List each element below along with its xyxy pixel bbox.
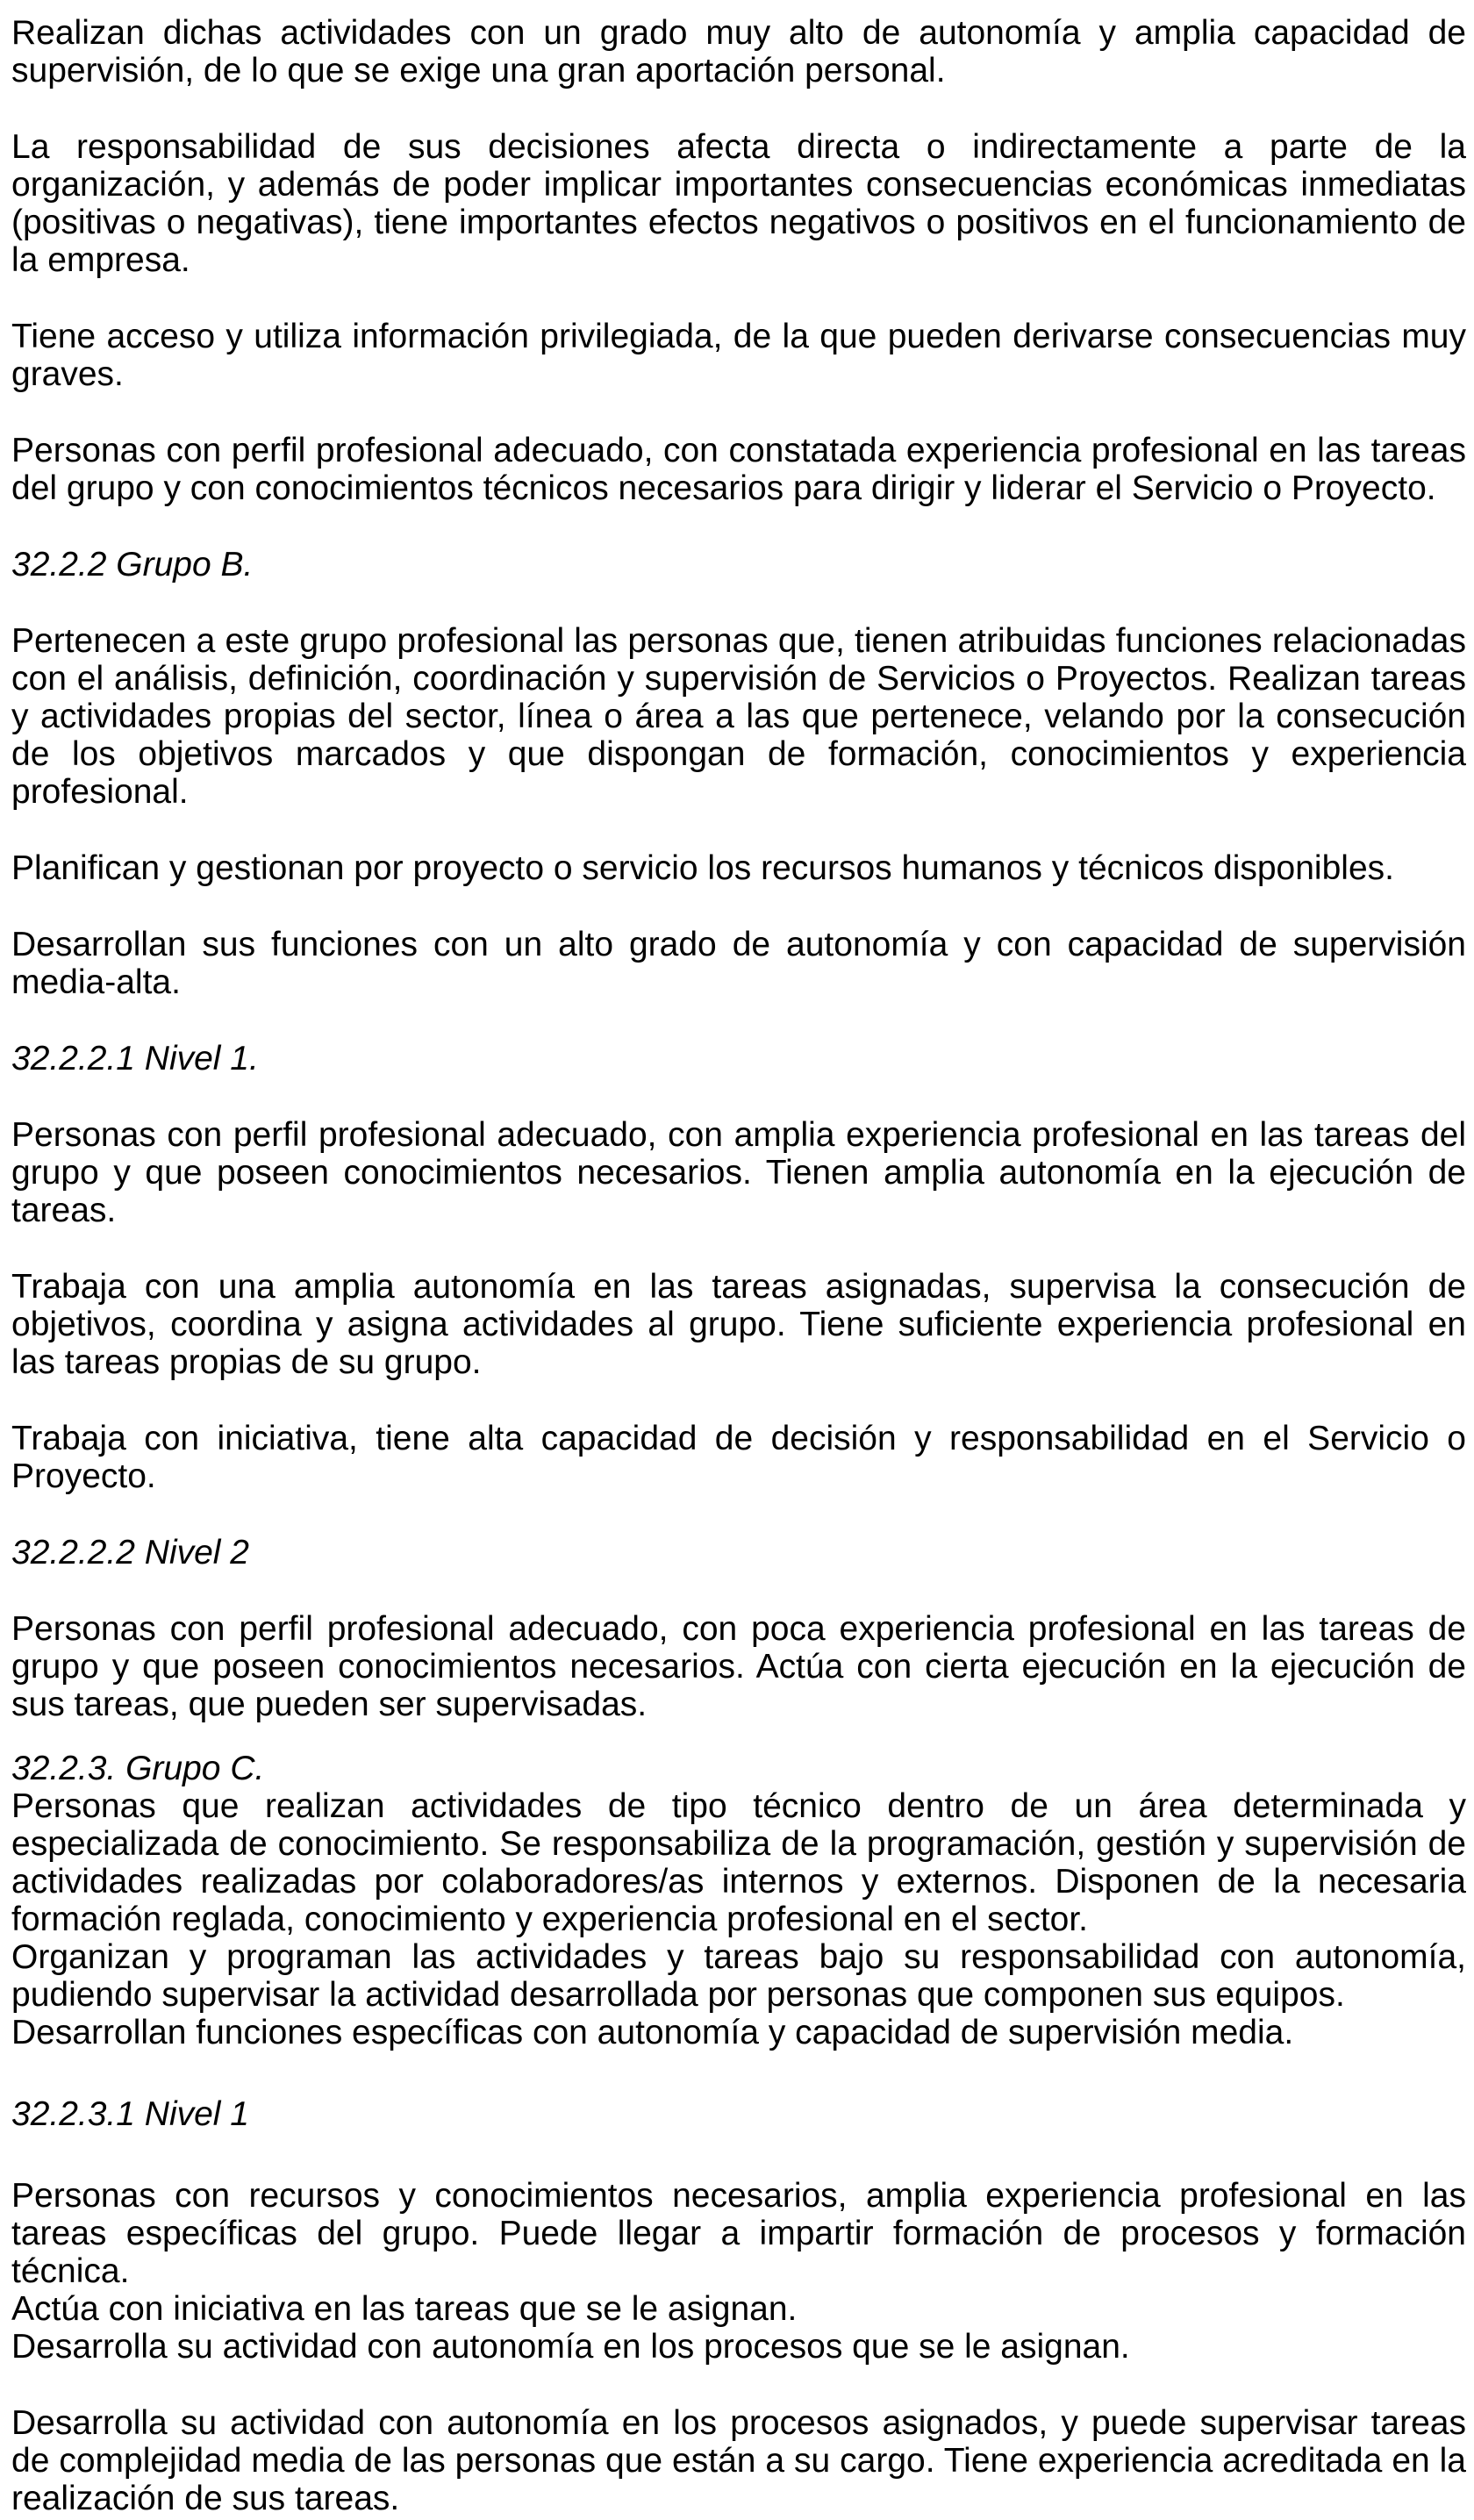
paragraph: Desarrollan sus funciones con un alto grado de autonomía y con capacidad de supervisión media-alta. — [11, 926, 1466, 1001]
paragraph: Trabaja con una amplia autonomía en las tareas asignadas, supervisa la consecución de objetivos, coordina y asigna actividades al grupo. Tiene suficiente experiencia profesional en las tareas propias de su grupo. — [11, 1268, 1466, 1381]
paragraph: Personas con perfil profesional adecuado, con constatada experiencia profesional en las tareas del grupo y con conocimientos técnicos necesarios para dirigir y liderar el Servicio o Proyecto. — [11, 432, 1466, 507]
paragraph: Actúa con iniciativa en las tareas que se le asignan. — [11, 2290, 798, 2328]
paragraph: Personas con perfil profesional adecuado, con amplia experiencia profesional en las tareas del grupo y que poseen conocimientos necesarios. Tienen amplia autonomía en la ejecución de tareas. — [11, 1116, 1466, 1229]
paragraph: Desarrolla su actividad con autonomía en los procesos que se le asignan. — [11, 2328, 1130, 2366]
heading-32-2-2-grupo-b: 32.2.2 Grupo B. — [11, 546, 254, 583]
heading-32-2-2-1-nivel-1: 32.2.2.1 Nivel 1. — [11, 1040, 259, 1077]
paragraph: Organizan y programan las actividades y tareas bajo su responsabilidad con autonomía, pudiendo supervisar la actividad desarrollada por personas que componen sus equipos. — [11, 1938, 1466, 2014]
paragraph: Pertenecen a este grupo profesional las personas que, tienen atribuidas funciones relacionadas con el análisis, definición, coordinación y supervisión de Servicios o Proyectos. Realizan tareas y actividades propias del sector, línea o área a las que pertenece, velando por la consecución de los objetivos marcados y que dispongan de formación, conocimientos y experiencia profesional. — [11, 622, 1466, 811]
paragraph: Planifican y gestionan por proyecto o servicio los recursos humanos y técnicos disponibles. — [11, 849, 1394, 887]
paragraph: Trabaja con iniciativa, tiene alta capacidad de decisión y responsabilidad en el Servicio o Proyecto. — [11, 1420, 1466, 1495]
paragraph: La responsabilidad de sus decisiones afecta directa o indirectamente a parte de la organización, y además de poder implicar importantes consecuencias económicas inmediatas (positivas o negativas), tiene importantes efectos negativos o positivos en el funcionamiento de la empresa. — [11, 128, 1466, 279]
paragraph: Personas con perfil profesional adecuado, con poca experiencia profesional en las tareas de grupo y que poseen conocimientos necesarios. Actúa con cierta ejecución en la ejecución de sus tareas, que pueden ser supervisadas. — [11, 1610, 1466, 1723]
paragraph: Desarrolla su actividad con autonomía en los procesos asignados, y puede supervisar tareas de complejidad media de las personas que están a su cargo. Tiene experiencia acreditada en la realización de sus tareas. — [11, 2404, 1466, 2517]
heading-32-2-2-2-nivel-2: 32.2.2.2 Nivel 2 — [11, 1534, 250, 1571]
heading-32-2-3-1-nivel-1: 32.2.3.1 Nivel 1 — [11, 2095, 250, 2133]
paragraph: Realizan dichas actividades con un grado muy alto de autonomía y amplia capacidad de supervisión, de lo que se exige una gran aportación personal. — [11, 14, 1466, 89]
paragraph: Personas que realizan actividades de tipo técnico dentro de un área determinada y especializada de conocimiento. Se responsabiliza de la programación, gestión y supervisión de actividades realizadas por colaboradores/as internos y externos. Disponen de la necesaria formación reglada, conocimiento y experiencia profesional en el sector. — [11, 1787, 1466, 1938]
paragraph: Desarrollan funciones específicas con autonomía y capacidad de supervisión media. — [11, 2014, 1294, 2051]
paragraph: Personas con recursos y conocimientos necesarios, amplia experiencia profesional en las tareas específicas del grupo. Puede llegar a impartir formación de procesos y formación técnica. — [11, 2177, 1466, 2290]
heading-32-2-3-grupo-c: 32.2.3. Grupo C. — [11, 1750, 265, 1787]
paragraph: Tiene acceso y utiliza información privilegiada, de la que pueden derivarse consecuencias muy graves. — [11, 318, 1466, 393]
